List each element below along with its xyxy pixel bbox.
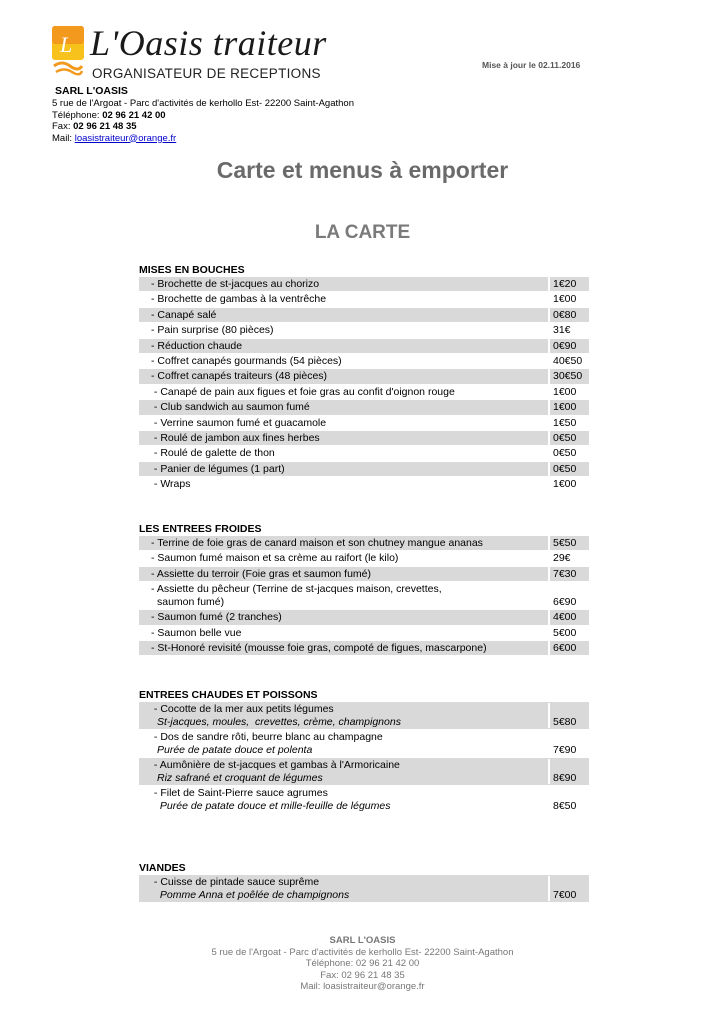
menu-item-price: 1€00 [553,293,577,306]
section-title: VIANDES [139,862,186,874]
menu-item [139,786,589,814]
update-date: Mise à jour le 02.11.2016 [482,60,581,70]
menu-item-price: 31€ [553,324,571,337]
menu-item [139,308,589,323]
menu-item-name: - Pain surprise (80 pièces) [151,324,274,337]
menu-item-description [139,641,550,655]
menu-item-description [139,369,550,383]
menu-item-price: 0€50 [553,431,577,444]
company-fax [52,121,354,133]
menu-item-description [139,731,550,756]
menu-item-price: 5€50 [553,537,577,549]
menu-item-name: - Réduction chaude [151,339,243,352]
menu-item-price: 1€00 [553,385,577,398]
menu-item-description [139,759,550,784]
menu-item-price: 29€ [553,552,571,565]
menu-item-name: - Brochette de gambas à la ventrêche [151,293,327,306]
menu-item-detail: Pomme Anna et poêlée de champignons [157,888,350,901]
menu-item [139,551,589,566]
menu-item-price: 0€50 [553,447,577,460]
logo-title: L'Oasis traiteur [90,23,327,63]
menu-item [139,610,589,625]
menu-item-price: 1€00 [553,401,577,414]
menu-item-name: - Wraps [151,478,191,491]
section-title: LES ENTREES FROIDES [139,523,262,535]
svg-text:L: L [60,32,73,57]
section-viandes [139,861,589,903]
footer-address: 5 rue de l'Argoat - Parc d'activités de kerhollo Est- 22200 Saint-Agathon [211,946,514,958]
menu-item-detail: Riz safrané et croquant de légumes [157,771,323,784]
section-entrees-chaudes [139,688,589,814]
section-title: ENTREES CHAUDES ET POISSONS [139,689,318,701]
menu-item-description [139,354,550,368]
menu-item-price: 8€90 [553,771,577,784]
menu-item-description [139,292,550,306]
menu-item-price: 40€50 [553,354,583,367]
menu-item-description [139,385,550,399]
menu-item-description [139,477,550,491]
menu-item-name: - Cuisse de pintade sauce suprême [151,876,320,888]
footer-mail: Mail: loasistraiteur@orange.fr [300,981,425,992]
menu-item-description [139,462,550,476]
menu-item [139,875,589,903]
menu-item-name: - Saumon fumé maison et sa crème au raifort (le kilo) [151,552,399,565]
footer-phone: Téléphone: 02 96 21 42 00 [305,958,420,969]
menu-item-description [139,431,550,445]
logo [52,23,342,84]
menu-item [139,323,589,338]
fax-number: 02 96 21 48 35 [73,121,137,132]
menu-item-name: - Roulé de jambon aux fines herbes [151,431,320,444]
menu-item-price: 0€80 [553,308,577,321]
menu-item-description [139,446,550,460]
menu-item [139,702,589,730]
menu-item [139,641,589,656]
menu-item-description [139,567,550,581]
menu-item-name: - Canapé de pain aux figues et foie gras au confit d'oignon rouge [151,385,455,398]
menu-item-price: 7€90 [553,743,577,756]
menu-item-name: - Assiette du terroir (Foie gras et saumon fumé) [151,567,372,580]
page-title: Carte et menus à emporter [216,157,509,183]
company-phone [52,110,354,122]
menu-item-description [139,323,550,337]
menu-item-name: - Filet de Saint-Pierre sauce agrumes [151,787,328,799]
menu-item [139,567,589,582]
menu-item-name: - Terrine de foie gras de canard maison et son chutney mangue ananas [151,537,483,549]
menu-item-price: 1€00 [553,478,577,491]
mail-link[interactable]: loasistraiteur@orange.fr [74,132,177,144]
menu-item-price: 5€80 [553,715,577,728]
menu-item [139,339,589,354]
menu-item-description [139,277,550,291]
menu-item-name: - Cocotte de la mer aux petits légumes [151,703,334,715]
menu-item-price: 1€50 [553,416,577,429]
menu-item-name: - Dos de sandre rôti, beurre blanc au champagne [151,731,383,743]
footer-fax: Fax: 02 96 21 48 35 [320,969,405,981]
menu-item-description [139,876,550,901]
phone-number: 02 96 21 42 00 [102,109,166,121]
menu-item-detail: saumon fumé) [157,595,225,608]
menu-item-description [139,787,550,812]
menu-item-price: 6€90 [553,595,577,608]
menu-item-name: - Verrine saumon fumé et guacamole [151,416,327,429]
menu-item-description [139,400,550,414]
menu-item-name: - Roulé de galette de thon [151,447,275,460]
menu-item-price: 0€90 [553,339,577,352]
menu-item-name: - Aumônière de st-jacques et gambas à l'Armoricaine [151,759,400,771]
menu-item-description [139,416,550,430]
menu-item-name: - Brochette de st-jacques au chorizo [151,278,320,290]
menu-item [139,277,589,292]
menu-item-price: 0€50 [553,462,577,475]
section-entrees-froides [139,522,589,656]
menu-item-name: - Saumon fumé (2 tranches) [151,611,282,624]
fax-label: Fax: [52,121,74,132]
menu-item [139,369,589,384]
menu-item-description [139,536,550,550]
menu-item-detail: Purée de patate douce et mille-feuille de légumes [157,799,391,812]
company-name: SARL L'OASIS [55,85,128,97]
section-title: MISES EN BOUCHES [139,264,245,276]
menu-item [139,416,589,431]
menu-item-description [139,339,550,353]
menu-item-description [139,610,550,624]
menu-item [139,385,589,400]
menu-item-price: 7€30 [553,567,577,580]
menu-item-price: 7€00 [553,888,577,901]
menu-item [139,730,589,758]
menu-item-description [139,583,550,608]
company-address: 5 rue de l'Argoat - Parc d'activités de kerhollo Est- 22200 Saint-Agathon [52,98,354,109]
menu-item-name: - Saumon belle vue [151,626,242,639]
menu-item-name: - St-Honoré revisité (mousse foie gras, compoté de figues, mascarpone) [151,641,487,654]
menu-item-detail: St-jacques, moules, crevettes, crème, champignons [157,715,401,728]
menu-item-price: 6€00 [553,641,577,654]
menu-item-name: - Coffret canapés traiteurs (48 pièces) [151,370,328,383]
menu-item-name: - Canapé salé [151,308,217,321]
menu-item-price: 1€20 [553,278,577,290]
menu-item-name: - Panier de légumes (1 part) [151,462,285,475]
footer-company-name: SARL L'OASIS [329,935,396,946]
mail-label: Mail: [52,132,75,144]
menu-item [139,400,589,415]
menu-item [139,626,589,641]
phone-label: Téléphone: [52,109,103,121]
menu-item [139,462,589,477]
menu-item [139,292,589,307]
menu-item-price: 8€50 [553,799,577,812]
menu-item-price: 5€00 [553,626,577,639]
menu-item-name: - Club sandwich au saumon fumé [151,401,310,414]
menu-item [139,582,589,610]
menu-item [139,431,589,446]
oasis-logo-icon [52,26,84,78]
menu-item-description [139,703,550,728]
menu-item-name: - Assiette du pêcheur (Terrine de st-jacques maison, crevettes, [151,583,442,596]
company-mail [52,133,354,145]
footer [0,935,725,993]
menu-item [139,354,589,369]
menu-item-name: - Coffret canapés gourmands (54 pièces) [151,354,342,367]
menu-item-description [139,626,550,640]
menu-item-description [139,308,550,322]
company-info [52,85,354,144]
menu-item [139,477,589,492]
logo-subtitle: ORGANISATEUR DE RECEPTIONS [92,66,321,81]
menu-item-detail: Purée de patate douce et polenta [157,743,313,756]
menu-item [139,536,589,551]
menu-item-price: 4€00 [553,611,577,624]
menu-item [139,758,589,786]
section-heading-la-carte: LA CARTE [314,222,411,243]
menu-item-description [139,551,550,565]
menu-item [139,446,589,461]
section-mises-en-bouches [139,263,589,492]
menu-item-price: 30€50 [553,370,583,383]
